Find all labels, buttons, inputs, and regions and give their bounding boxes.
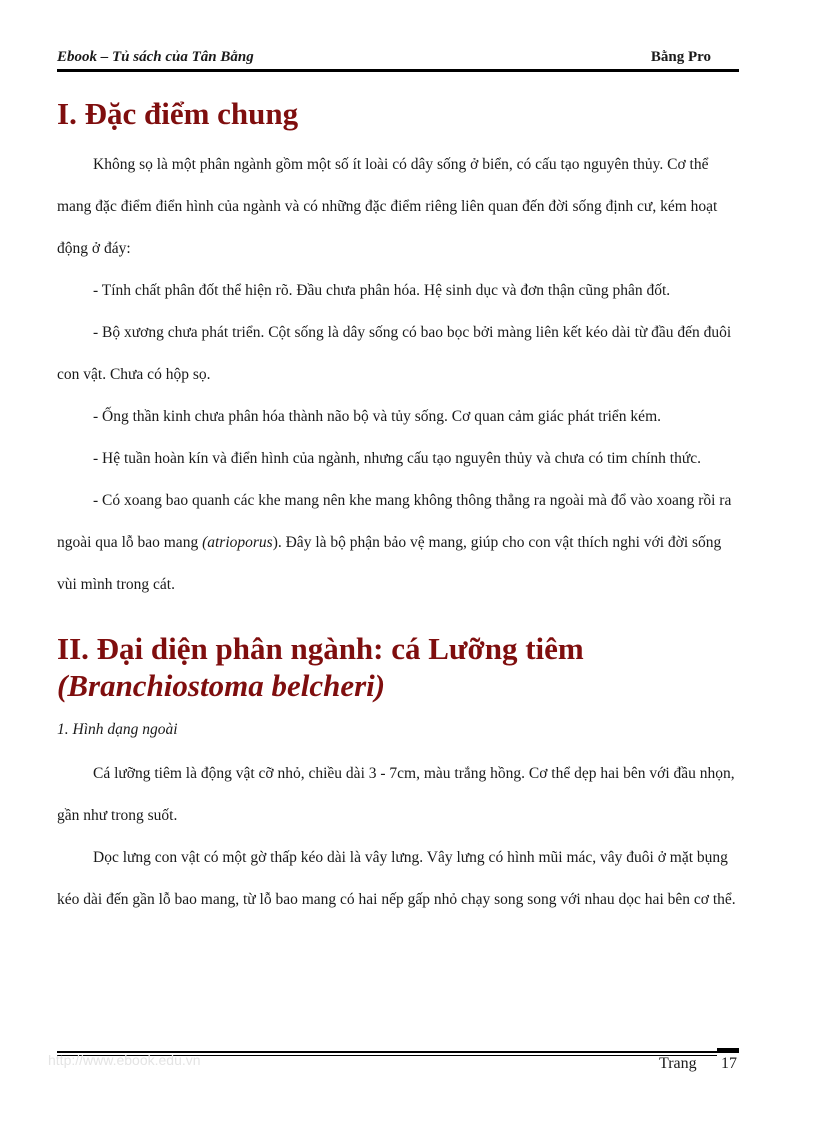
section-1-intro: Không sọ là một phân ngành gồm một số ít loài có dây sống ở biển, có cấu tạo nguyên thủy. Cơ thể mang đặc điểm điển hình của ngành và có những đặc điểm riêng liên quan đến đời sống định cư, kém hoạt động ở đáy: [57,156,718,257]
footer-page-label: Trang [659,1055,697,1072]
bullet-circulation: - Hệ tuần hoàn kín và điển hình của ngành, nhưng cấu tạo nguyên thủy và chưa có tim chính thức. [93,450,702,467]
paragraph-body-description: Cá lưỡng tiêm là động vật cỡ nhỏ, chiều dài 3 - 7cm, màu trắng hồng. Cơ thể dẹp hai bên với đầu nhọn, gần như trong suốt. [57,765,735,824]
header-divider [57,69,739,72]
section-1-title: I. Đặc điểm chung [57,96,299,131]
section-2-title [57,630,584,704]
subheading-external-shape: 1. Hình dạng ngoài [57,721,178,738]
section-2-scientific-name: (Branchiostoma belcheri) [57,668,386,703]
paragraph-fins-description: Dọc lưng con vật có một gờ thấp kéo dài là vây lưng. Vây lưng có hình mũi mác, vây đuôi ở mặt bụng kéo dài đến gần lỗ bao mang, từ lỗ bao mang có hai nếp gấp nhỏ chạy song song với nhau dọc hai bên cơ thể. [57,849,736,908]
section-2-title-text: II. Đại diện phân ngành: cá Lưỡng tiêm [57,631,584,666]
header-author: Bằng Pro [650,49,711,65]
bullet-gill-chamber [57,480,737,606]
atrioporus-term: (atrioporus [202,534,273,551]
page-header [57,49,739,69]
bullet-skeleton: - Bộ xương chưa phát triển. Cột sống là dây sống có bao bọc bởi màng liên kết kéo dài từ đầu đến đuôi con vật. Chưa có hộp sọ. [57,324,732,383]
bullet-segmentation: - Tính chất phân đốt thể hiện rõ. Đầu chưa phân hóa. Hệ sinh dục và đơn thận cũng phân đốt. [93,282,671,299]
header-book-title: Ebook – Tủ sách của Tân Bằng [57,49,254,65]
footer-page-number: 17 [721,1055,737,1072]
bullet-gill-text-before: - Có xoang bao quanh các khe mang nên khe mang không thông thẳng ra ngoài mà đổ vào xoang rồi ra ngoài qua lỗ bao mang [57,492,732,551]
bullet-nervous-system: - Ống thần kinh chưa phân hóa thành não bộ và tủy sống. Cơ quan cảm giác phát triển kém. [93,408,661,425]
bullet-gill-text-after: ). Đây là bộ phận bảo vệ mang, giúp cho con vật thích nghi với đời sống vùi mình trong cát. [57,534,722,593]
footer-watermark-url: http://www.ebook.edu.vn [48,1052,201,1068]
